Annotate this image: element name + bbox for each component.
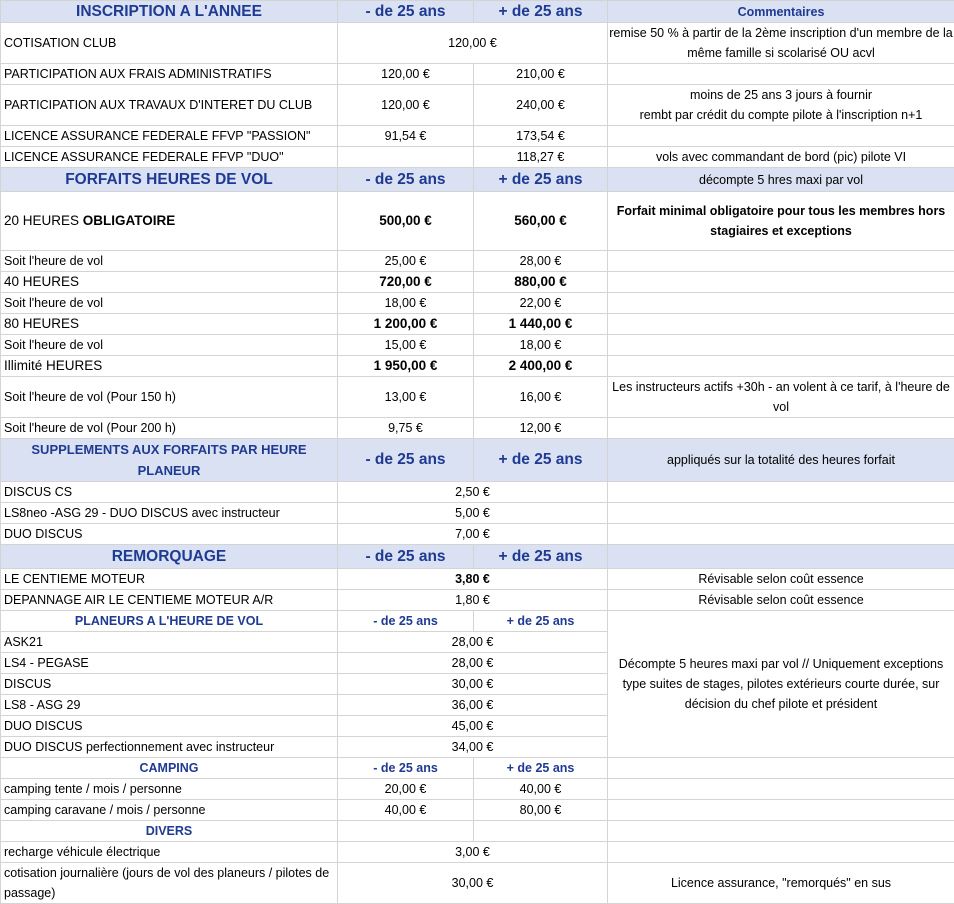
row-value-over: 560,00 € xyxy=(474,192,608,251)
row-label: Soit l'heure de vol (Pour 150 h) xyxy=(1,377,338,418)
row-comment xyxy=(608,779,954,800)
row-label: ASK21 xyxy=(1,632,338,653)
row-value-under: 9,75 € xyxy=(338,418,474,439)
table-row xyxy=(1,590,954,611)
row-value-under: 120,00 € xyxy=(338,85,474,126)
row-comment xyxy=(608,821,954,842)
row-comment xyxy=(608,314,954,335)
row-value: 3,80 € xyxy=(338,569,608,590)
row-comment xyxy=(608,482,954,503)
row-label: DEPANNAGE AIR LE CENTIEME MOTEUR A/R xyxy=(1,590,338,611)
row-value-over: 16,00 € xyxy=(474,377,608,418)
table-row xyxy=(1,314,954,335)
age-under-header: - de 25 ans xyxy=(338,611,474,632)
table-row xyxy=(1,569,954,590)
table-row xyxy=(1,800,954,821)
row-label: 40 HEURES xyxy=(1,272,338,293)
row-label: Soit l'heure de vol (Pour 200 h) xyxy=(1,418,338,439)
table-row xyxy=(1,482,954,503)
table-row xyxy=(1,863,954,904)
row-value: 36,00 € xyxy=(338,695,608,716)
row-label: LS8neo -ASG 29 - DUO DISCUS avec instructeur xyxy=(1,503,338,524)
row-value-over: 28,00 € xyxy=(474,251,608,272)
age-over-header: + de 25 ans xyxy=(474,758,608,779)
row-comment xyxy=(608,418,954,439)
row-value: 3,00 € xyxy=(338,842,608,863)
row-label: 80 HEURES xyxy=(1,314,338,335)
row-comment: Forfait minimal obligatoire pour tous les membres hors stagiaires et exceptions xyxy=(608,192,954,251)
row-label: DISCUS xyxy=(1,674,338,695)
row-label: DUO DISCUS xyxy=(1,716,338,737)
row-comment xyxy=(608,842,954,863)
row-value-over: 240,00 € xyxy=(474,85,608,126)
section-header-supplements xyxy=(1,439,954,482)
table-row xyxy=(1,251,954,272)
row-value-over: 80,00 € xyxy=(474,800,608,821)
row-value-under: 500,00 € xyxy=(338,192,474,251)
row-label: recharge véhicule électrique xyxy=(1,842,338,863)
row-value: 30,00 € xyxy=(338,863,608,904)
row-label: camping caravane / mois / personne xyxy=(1,800,338,821)
table-row xyxy=(1,64,954,85)
section-header-inscription xyxy=(1,1,954,23)
age-under-header: - de 25 ans xyxy=(338,168,474,192)
subsection-header-planeurs xyxy=(1,611,954,632)
row-value-over: 173,54 € xyxy=(474,126,608,147)
row-value: 1,80 € xyxy=(338,590,608,611)
table-row xyxy=(1,192,954,251)
row-value: 7,00 € xyxy=(338,524,608,545)
age-under-header: - de 25 ans xyxy=(338,1,474,23)
age-over-header: + de 25 ans xyxy=(474,545,608,569)
row-comment xyxy=(608,356,954,377)
table-row xyxy=(1,23,954,64)
row-comment: Révisable selon coût essence xyxy=(608,590,954,611)
row-value: 34,00 € xyxy=(338,737,608,758)
table-row xyxy=(1,377,954,418)
age-over-header: + de 25 ans xyxy=(474,1,608,23)
table-row xyxy=(1,126,954,147)
age-over-header: + de 25 ans xyxy=(474,439,608,482)
row-comment xyxy=(608,293,954,314)
subsection-header-divers xyxy=(1,821,954,842)
planeurs-comment: Décompte 5 heures maxi par vol // Uniquement exceptions type suites de stages, pilotes extérieurs courte durée, sur décision du chef pilote et président xyxy=(608,611,954,758)
row-value-under xyxy=(338,821,474,842)
row-value-over: 22,00 € xyxy=(474,293,608,314)
table-row xyxy=(1,524,954,545)
row-comment xyxy=(608,503,954,524)
row-value-over: 880,00 € xyxy=(474,272,608,293)
row-label: LICENCE ASSURANCE FEDERALE FFVP "PASSION" xyxy=(1,126,338,147)
row-comment: Révisable selon coût essence xyxy=(608,569,954,590)
row-value-over xyxy=(474,821,608,842)
row-value-over: 40,00 € xyxy=(474,779,608,800)
row-comment xyxy=(608,64,954,85)
section-title-forfaits: FORFAITS HEURES DE VOL xyxy=(1,168,338,192)
row-label: COTISATION CLUB xyxy=(1,23,338,64)
row-value-under: 20,00 € xyxy=(338,779,474,800)
age-under-header: - de 25 ans xyxy=(338,545,474,569)
row-value-under: 720,00 € xyxy=(338,272,474,293)
row-value: 30,00 € xyxy=(338,674,608,695)
row-comment xyxy=(608,335,954,356)
table-row xyxy=(1,272,954,293)
table-row xyxy=(1,356,954,377)
subsection-header-camping xyxy=(1,758,954,779)
section-note: décompte 5 hres maxi par vol xyxy=(608,168,954,192)
row-comment xyxy=(608,85,954,126)
row-label: Soit l'heure de vol xyxy=(1,293,338,314)
row-label-prefix: 20 HEURES xyxy=(4,213,83,228)
row-value-over: 2 400,00 € xyxy=(474,356,608,377)
row-value-over: 118,27 € xyxy=(474,147,608,168)
row-value-under: 25,00 € xyxy=(338,251,474,272)
row-label-emphasis: OBLIGATOIRE xyxy=(83,213,176,228)
row-label: DUO DISCUS perfectionnement avec instructeur xyxy=(1,737,338,758)
section-header-remorquage xyxy=(1,545,954,569)
row-comment xyxy=(608,758,954,779)
age-under-header: - de 25 ans xyxy=(338,439,474,482)
row-value: 45,00 € xyxy=(338,716,608,737)
row-value: 2,50 € xyxy=(338,482,608,503)
row-value-under: 120,00 € xyxy=(338,64,474,85)
row-label xyxy=(1,192,338,251)
row-label: cotisation journalière (jours de vol des planeurs / pilotes de passage) xyxy=(1,863,338,904)
row-label: LE CENTIEME MOTEUR xyxy=(1,569,338,590)
row-value: 28,00 € xyxy=(338,653,608,674)
row-comment: Licence assurance, "remorqués" en sus xyxy=(608,863,954,904)
row-label: LICENCE ASSURANCE FEDERALE FFVP "DUO" xyxy=(1,147,338,168)
row-label: PARTICIPATION AUX FRAIS ADMINISTRATIFS xyxy=(1,64,338,85)
row-value-over: 18,00 € xyxy=(474,335,608,356)
row-value-over: 12,00 € xyxy=(474,418,608,439)
row-label: PARTICIPATION AUX TRAVAUX D'INTERET DU CLUB xyxy=(1,85,338,126)
section-header-forfaits xyxy=(1,168,954,192)
row-comment xyxy=(608,126,954,147)
row-comment xyxy=(608,524,954,545)
row-label: LS4 - PEGASE xyxy=(1,653,338,674)
table-row xyxy=(1,85,954,126)
row-comment: remise 50 % à partir de la 2ème inscription d'un membre de la même famille si scolarisé OU acvl xyxy=(608,23,954,64)
age-over-header: + de 25 ans xyxy=(474,611,608,632)
comment-line: moins de 25 ans 3 jours à fournir xyxy=(608,85,954,105)
subsection-title-camping: CAMPING xyxy=(1,758,338,779)
table-row xyxy=(1,418,954,439)
section-title-inscription: INSCRIPTION A L'ANNEE xyxy=(1,1,338,23)
table-row xyxy=(1,842,954,863)
comment-line: rembt par crédit du compte pilote à l'inscription n+1 xyxy=(608,105,954,125)
row-value: 120,00 € xyxy=(338,23,608,64)
row-value-under: 91,54 € xyxy=(338,126,474,147)
subsection-title-divers: DIVERS xyxy=(1,821,338,842)
age-under-header: - de 25 ans xyxy=(338,758,474,779)
row-label: Soit l'heure de vol xyxy=(1,335,338,356)
comments-header: Commentaires xyxy=(608,1,954,23)
row-value-over: 1 440,00 € xyxy=(474,314,608,335)
row-comment xyxy=(608,251,954,272)
age-over-header: + de 25 ans xyxy=(474,168,608,192)
row-value-under: 40,00 € xyxy=(338,800,474,821)
row-value-over: 210,00 € xyxy=(474,64,608,85)
section-title-supplements: SUPPLEMENTS AUX FORFAITS PAR HEURE PLANEUR xyxy=(1,439,338,482)
row-label: DISCUS CS xyxy=(1,482,338,503)
row-value: 28,00 € xyxy=(338,632,608,653)
row-comment: Les instructeurs actifs +30h - an volent à ce tarif, à l'heure de vol xyxy=(608,377,954,418)
table-row xyxy=(1,335,954,356)
section-title-remorquage: REMORQUAGE xyxy=(1,545,338,569)
row-value-under: 18,00 € xyxy=(338,293,474,314)
table-row xyxy=(1,779,954,800)
row-value-under: 1 200,00 € xyxy=(338,314,474,335)
section-note xyxy=(608,545,954,569)
row-label: camping tente / mois / personne xyxy=(1,779,338,800)
subsection-title-planeurs: PLANEURS A L'HEURE DE VOL xyxy=(1,611,338,632)
row-label: LS8 - ASG 29 xyxy=(1,695,338,716)
row-label: Illimité HEURES xyxy=(1,356,338,377)
row-comment xyxy=(608,272,954,293)
row-value: 5,00 € xyxy=(338,503,608,524)
table-row xyxy=(1,503,954,524)
table-row xyxy=(1,147,954,168)
row-label: Soit l'heure de vol xyxy=(1,251,338,272)
row-value-under: 13,00 € xyxy=(338,377,474,418)
row-value-under xyxy=(338,147,474,168)
row-label: DUO DISCUS xyxy=(1,524,338,545)
row-comment xyxy=(608,800,954,821)
table-row xyxy=(1,293,954,314)
row-value-under: 15,00 € xyxy=(338,335,474,356)
row-value-under: 1 950,00 € xyxy=(338,356,474,377)
section-note: appliqués sur la totalité des heures forfait xyxy=(608,439,954,482)
row-comment: vols avec commandant de bord (pic) pilote VI xyxy=(608,147,954,168)
